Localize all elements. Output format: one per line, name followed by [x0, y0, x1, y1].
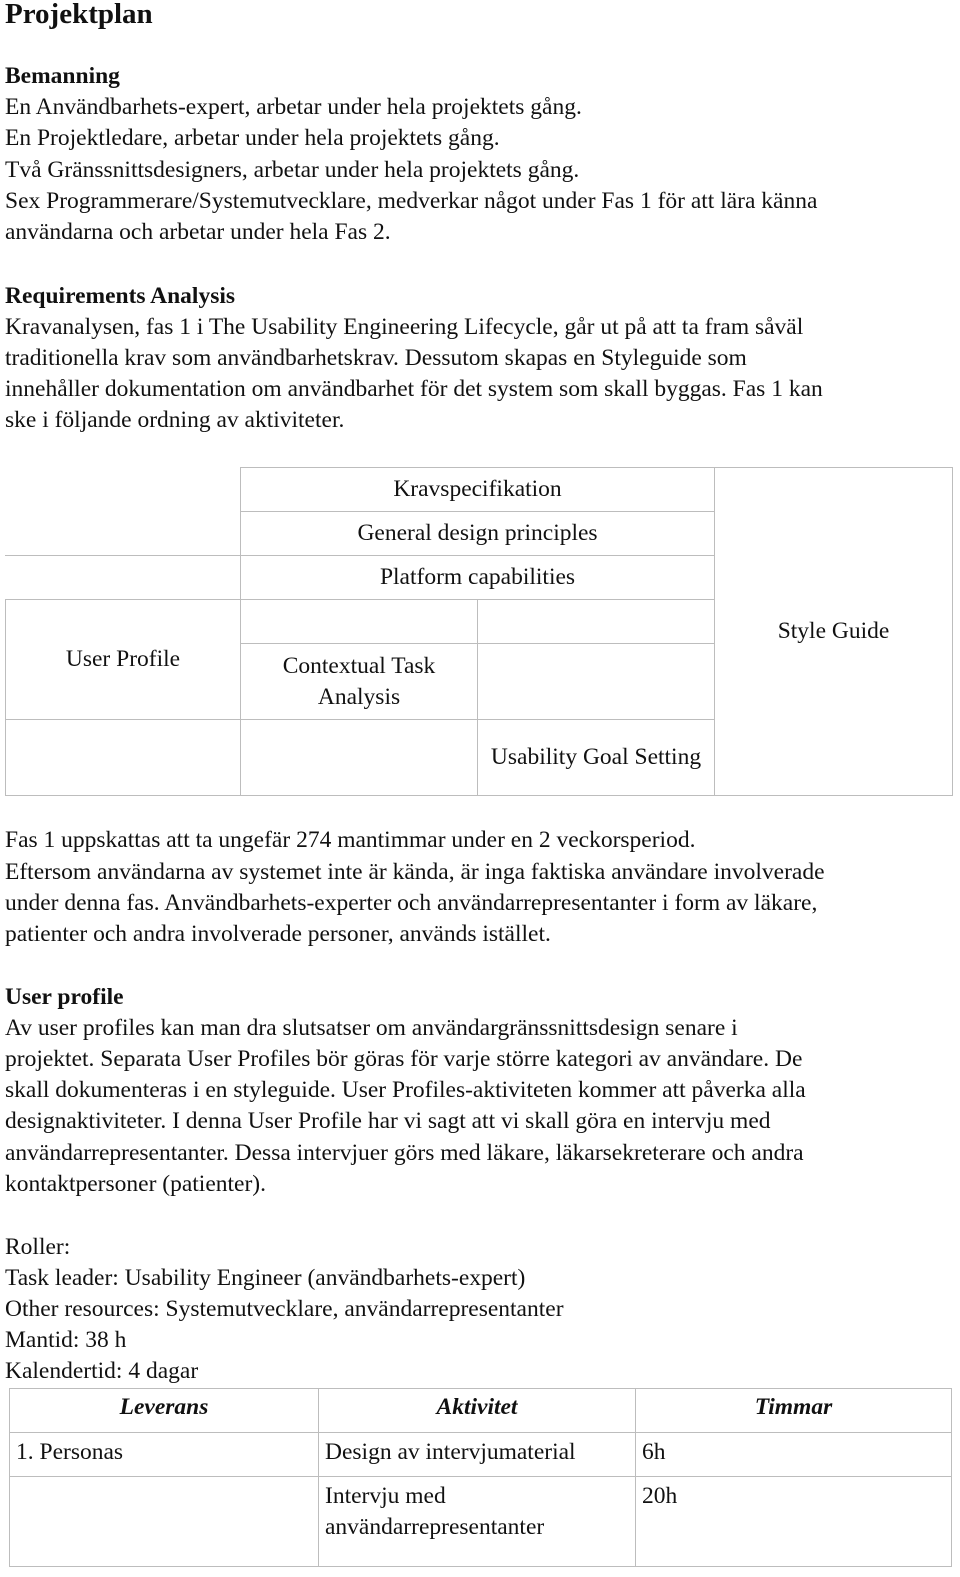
deliverables-table: [9, 1388, 952, 1567]
mantid: Mantid: 38 h: [5, 1327, 127, 1353]
cell-aktivitet: Design av intervjumaterial: [319, 1433, 636, 1477]
user-profile-line: Av user profiles kan man dra slutsatser om användargränssnittsdesign senare i: [5, 1015, 738, 1041]
cell-timmar: 6h: [636, 1433, 952, 1477]
fas1-line: patienter och andra involverade personer, används istället.: [5, 921, 551, 947]
requirements-line: traditionella krav som användbarhetskrav. Dessutom skapas en Styleguide som: [5, 345, 747, 371]
cell-leverans: [10, 1477, 319, 1567]
roller-label: Roller:: [5, 1234, 71, 1260]
bemanning-line: En Användbarhets-expert, arbetar under hela projektets gång.: [5, 94, 582, 120]
cell-timmar: 20h: [636, 1477, 952, 1567]
fas1-line: Fas 1 uppskattas att ta ungefär 274 mantimmar under en 2 veckorsperiod.: [5, 827, 696, 853]
requirements-line: innehåller dokumentation om användbarhet för det system som skall byggas. Fas 1 kan: [5, 376, 823, 402]
bemanning-line: användarna och arbetar under hela Fas 2.: [5, 219, 391, 245]
bemanning-heading: Bemanning: [5, 63, 120, 89]
user-profile-line: projektet. Separata User Profiles bör göras för varje större kategori av användare. De: [5, 1046, 803, 1072]
user-profile-box: User Profile: [6, 600, 241, 720]
requirements-line: Kravanalysen, fas 1 i The Usability Engineering Lifecycle, går ut på att ta fram såväl: [5, 314, 804, 340]
style-guide-box: Style Guide: [715, 468, 953, 796]
usability-goal-setting-box: Usability Goal Setting: [478, 720, 715, 796]
table-row: [10, 1433, 952, 1477]
platform-capabilities-box: Platform capabilities: [241, 556, 715, 600]
other-resources: Other resources: Systemutvecklare, användarrepresentanter: [5, 1296, 564, 1322]
cell-leverans: 1. Personas: [10, 1433, 319, 1477]
requirements-line: ske i följande ordning av aktiviteter.: [5, 407, 345, 433]
activity-flow-diagram: [5, 467, 953, 796]
user-profile-line: användarrepresentanter. Dessa intervjuer görs med läkare, läkarsekreterare och andra: [5, 1140, 804, 1166]
general-design-principles-box: General design principles: [241, 512, 715, 556]
user-profile-heading: User profile: [5, 984, 124, 1010]
bemanning-line: Sex Programmerare/Systemutvecklare, medverkar något under Fas 1 för att lära känna: [5, 188, 818, 214]
kravspecifikation-box: Kravspecifikation: [241, 468, 715, 512]
user-profile-line: designaktiviteter. I denna User Profile har vi sagt att vi skall göra en intervju med: [5, 1108, 771, 1134]
user-profile-line: skall dokumenteras i en styleguide. User Profiles-aktiviteten kommer att påverka alla: [5, 1077, 806, 1103]
kalendertid: Kalendertid: 4 dagar: [5, 1358, 199, 1384]
user-profile-line: kontaktpersoner (patienter).: [5, 1171, 267, 1197]
table-row: [10, 1477, 952, 1567]
fas1-line: under denna fas. Användbarhets-experter och användarrepresentanter i form av läkare,: [5, 890, 818, 916]
requirements-heading: Requirements Analysis: [5, 283, 236, 309]
column-header-aktivitet: Aktivitet: [319, 1389, 636, 1433]
bemanning-line: En Projektledare, arbetar under hela projektets gång.: [5, 125, 500, 151]
bemanning-line: Två Gränssnittsdesigners, arbetar under hela projektets gång.: [5, 157, 580, 183]
column-header-leverans: Leverans: [10, 1389, 319, 1433]
task-leader: Task leader: Usability Engineer (användbarhets-expert): [5, 1265, 526, 1291]
page-title: Projektplan: [5, 0, 153, 30]
contextual-task-analysis-box: Contextual Task Analysis: [241, 644, 478, 720]
cell-aktivitet: Intervju med användarrepresentanter: [319, 1477, 636, 1567]
column-header-timmar: Timmar: [636, 1389, 952, 1433]
fas1-line: Eftersom användarna av systemet inte är kända, är inga faktiska användare involverade: [5, 859, 825, 885]
